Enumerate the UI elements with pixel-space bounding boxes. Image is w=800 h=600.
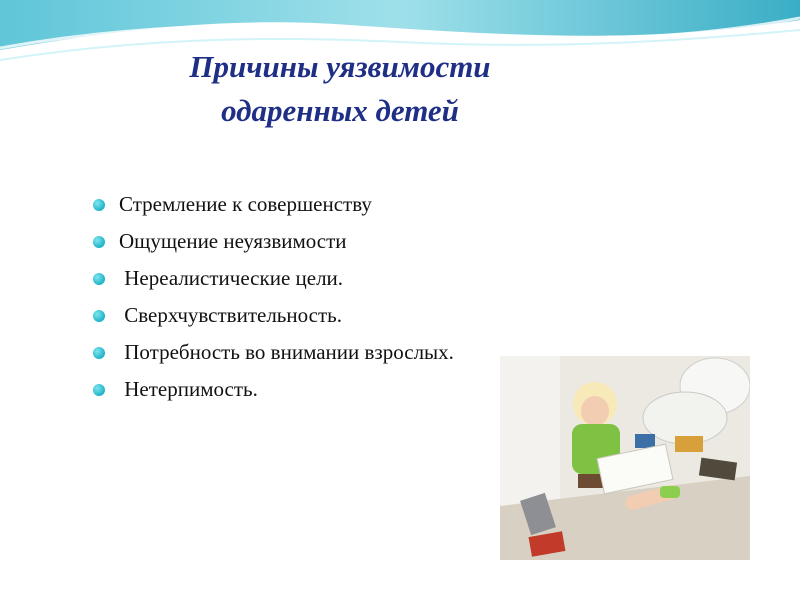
bullet-text: Ощущение неуязвимости xyxy=(119,229,347,253)
bullet-dot-icon xyxy=(93,310,105,322)
bullet-item xyxy=(93,186,454,223)
bullet-dot-icon xyxy=(93,384,105,396)
bullet-item xyxy=(93,334,454,371)
bullet-dot-icon xyxy=(93,199,105,211)
bullet-text: Нереалистические цели. xyxy=(119,266,344,290)
slide-title xyxy=(90,45,590,133)
bullet-text: Потребность во внимании взрослых. xyxy=(119,340,454,364)
bullet-text: Нетерпимость. xyxy=(119,377,258,401)
bullet-item xyxy=(93,260,454,297)
slide-title-line-1: Причины уязвимости xyxy=(189,49,491,84)
bullet-item xyxy=(93,297,454,334)
bullet-dot-icon xyxy=(93,273,105,285)
bullet-text: Стремление к совершенству xyxy=(119,192,372,216)
bullet-dot-icon xyxy=(93,236,105,248)
bullet-dot-icon xyxy=(93,347,105,359)
photo-illustration xyxy=(500,356,750,560)
child-reading-photo xyxy=(500,356,750,560)
bullet-text: Сверхчувствительность. xyxy=(119,303,342,327)
bullet-item xyxy=(93,371,454,408)
slide-title-line-2: одаренных детей xyxy=(221,93,459,128)
bullet-item xyxy=(93,223,454,260)
bullet-list xyxy=(93,186,454,408)
